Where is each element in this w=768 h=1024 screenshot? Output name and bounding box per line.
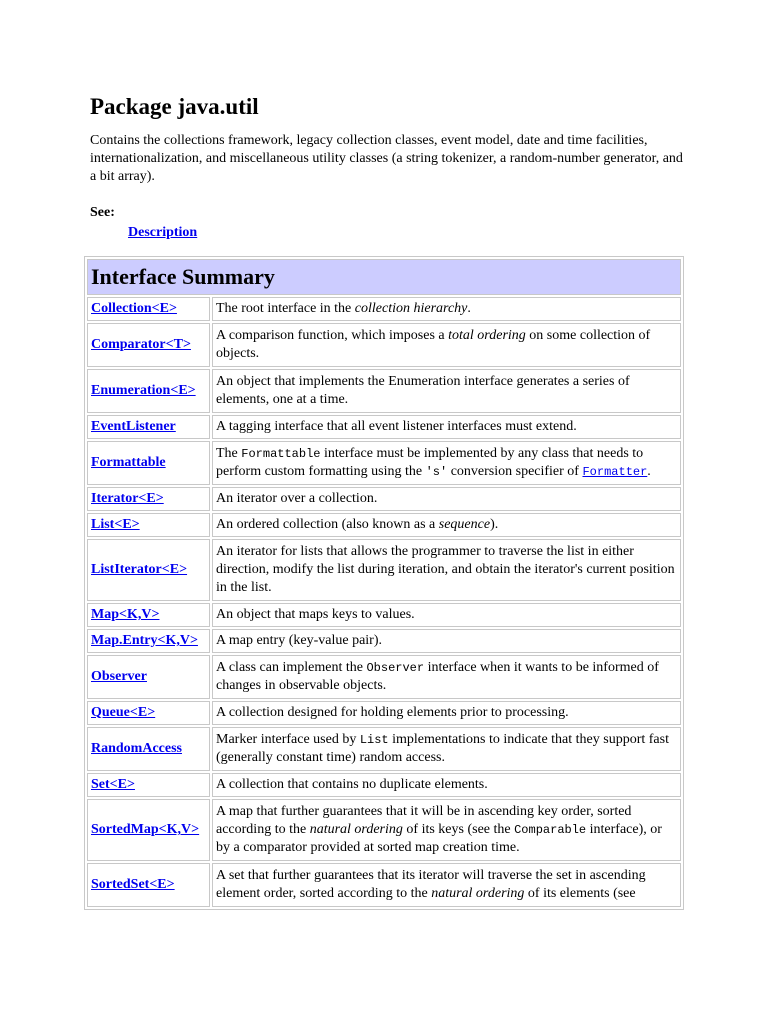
description-text: of its keys (see the — [402, 822, 515, 837]
interface-name-cell — [87, 441, 210, 485]
description-text: A collection designed for holding elements prior to processing. — [216, 705, 569, 720]
description-text: An object that maps keys to values. — [216, 607, 415, 622]
interface-link[interactable]: List<E> — [91, 517, 140, 532]
interface-description-cell — [212, 539, 681, 601]
table-row — [87, 727, 681, 771]
interface-name-cell — [87, 727, 210, 771]
description-text: of its elements (see — [524, 886, 636, 901]
description-text: conversion specifier of — [447, 464, 583, 479]
interface-name-cell — [87, 629, 210, 653]
table-row — [87, 539, 681, 601]
see-label: See: — [90, 205, 115, 220]
interface-link[interactable]: Set<E> — [91, 777, 135, 792]
table-row — [87, 799, 681, 861]
description-text: interface must be implemented by any class that needs to perform custom formatting using the — [216, 446, 644, 479]
description-link[interactable]: Description — [128, 225, 198, 240]
interface-description-cell — [212, 487, 681, 511]
description-text: The root interface in the — [216, 301, 355, 316]
description-text: . — [647, 464, 651, 479]
interface-name-cell — [87, 863, 210, 907]
interface-description-cell — [212, 441, 681, 485]
interface-link[interactable]: Comparator<T> — [91, 337, 191, 352]
interface-name-cell — [87, 513, 210, 537]
interface-name-cell — [87, 415, 210, 439]
interface-link[interactable]: Formattable — [91, 455, 166, 470]
description-text: implementations to indicate that they support fast (generally constant time) random access. — [216, 732, 669, 765]
interface-description-cell — [212, 773, 681, 797]
interface-name-cell — [87, 603, 210, 627]
summary-body — [87, 297, 681, 907]
description-text: natural ordering — [431, 886, 525, 901]
package-page — [90, 92, 684, 242]
description-text: A map entry (key-value pair). — [216, 633, 382, 648]
description-text: natural ordering — [309, 822, 403, 837]
interface-link[interactable]: Enumeration<E> — [91, 383, 196, 398]
description-text: Comparable — [514, 823, 587, 837]
table-row — [87, 701, 681, 725]
table-row — [87, 369, 681, 413]
description-text: The — [216, 446, 242, 461]
table-row — [87, 629, 681, 653]
interface-name-cell — [87, 297, 210, 321]
interface-summary-table — [84, 256, 684, 910]
interface-name-cell — [87, 539, 210, 601]
description-text: A comparison function, which imposes a — [216, 328, 449, 343]
interface-link[interactable]: ListIterator<E> — [91, 562, 188, 577]
interface-link[interactable]: Iterator<E> — [91, 491, 164, 506]
description-text: collection hierarchy — [354, 301, 468, 316]
description-text: A map that further guarantees that it will be in ascending key order, sorted according to the — [216, 804, 632, 837]
interface-link[interactable]: SortedMap<K,V> — [91, 822, 200, 837]
description-text: A class can implement the — [216, 660, 367, 675]
interface-name-cell — [87, 799, 210, 861]
description-text: Marker interface used by — [216, 732, 360, 747]
interface-description-cell — [212, 513, 681, 537]
interface-link[interactable]: RandomAccess — [91, 741, 182, 756]
description-text: Formattable — [241, 447, 321, 461]
interface-description-cell — [212, 655, 681, 699]
table-row — [87, 297, 681, 321]
interface-name-cell — [87, 773, 210, 797]
interface-name-cell — [87, 655, 210, 699]
description-text: total ordering — [448, 328, 526, 343]
description-text: A collection that contains no duplicate elements. — [216, 777, 488, 792]
table-row — [87, 441, 681, 485]
table-row — [87, 603, 681, 627]
description-text: ). — [490, 517, 499, 532]
table-row — [87, 513, 681, 537]
description-text: List — [359, 733, 389, 747]
interface-description-cell — [212, 701, 681, 725]
package-intro: Contains the collections framework, legacy collection classes, event model, date and time facilities, internationalization, and miscellaneous utility classes (a string tokenizer, a random-number generator, and a bit array). — [90, 133, 683, 184]
summary-header: Interface Summary — [87, 259, 681, 295]
interface-name-cell — [87, 701, 210, 725]
description-text: An ordered collection (also known as a — [216, 517, 439, 532]
page-title: Package java.util — [90, 94, 259, 119]
description-text: An iterator for lists that allows the programmer to traverse the list in either direction, modify the list during iteration, and obtain the iterator's current position in the list. — [216, 544, 675, 595]
interface-link[interactable]: Map<K,V> — [91, 607, 160, 622]
description-text: 's' — [425, 465, 448, 479]
table-row — [87, 655, 681, 699]
interface-description-cell — [212, 323, 681, 367]
description-text: . — [467, 301, 471, 316]
interface-description-cell — [212, 415, 681, 439]
interface-link[interactable]: Queue<E> — [91, 705, 156, 720]
interface-description-cell — [212, 297, 681, 321]
interface-name-cell — [87, 487, 210, 511]
interface-description-cell — [212, 603, 681, 627]
interface-link[interactable]: EventListener — [91, 419, 176, 434]
description-text: Observer — [366, 661, 425, 675]
description-text: on some collection of objects. — [216, 328, 651, 361]
description-text: A tagging interface that all event listener interfaces must extend. — [216, 419, 577, 434]
interface-description-cell — [212, 629, 681, 653]
table-row — [87, 863, 681, 907]
description-text: An object that implements the Enumeration interface generates a series of elements, one at a time. — [216, 374, 630, 407]
interface-description-cell — [212, 863, 681, 907]
interface-description-cell — [212, 369, 681, 413]
description-text: sequence — [438, 517, 491, 532]
interface-link[interactable]: Map.Entry<K,V> — [91, 633, 198, 648]
description-text: An iterator over a collection. — [216, 491, 378, 506]
interface-link[interactable]: Observer — [91, 669, 147, 684]
description-text: A set that further guarantees that its iterator will traverse the set in ascending element order, sorted according to the — [216, 868, 646, 901]
interface-description-cell — [212, 727, 681, 771]
interface-name-cell — [87, 323, 210, 367]
interface-link[interactable]: Collection<E> — [91, 301, 177, 316]
table-row — [87, 487, 681, 511]
table-row — [87, 415, 681, 439]
formatter-link[interactable]: Formatter — [582, 465, 648, 479]
description-text: interface when it wants to be informed of changes in observable objects. — [216, 660, 659, 693]
table-row — [87, 323, 681, 367]
table-row — [87, 773, 681, 797]
description-text: interface), or by a comparator provided at sorted map creation time. — [216, 822, 662, 855]
interface-link[interactable]: SortedSet<E> — [91, 877, 175, 892]
interface-name-cell — [87, 369, 210, 413]
interface-description-cell — [212, 799, 681, 861]
